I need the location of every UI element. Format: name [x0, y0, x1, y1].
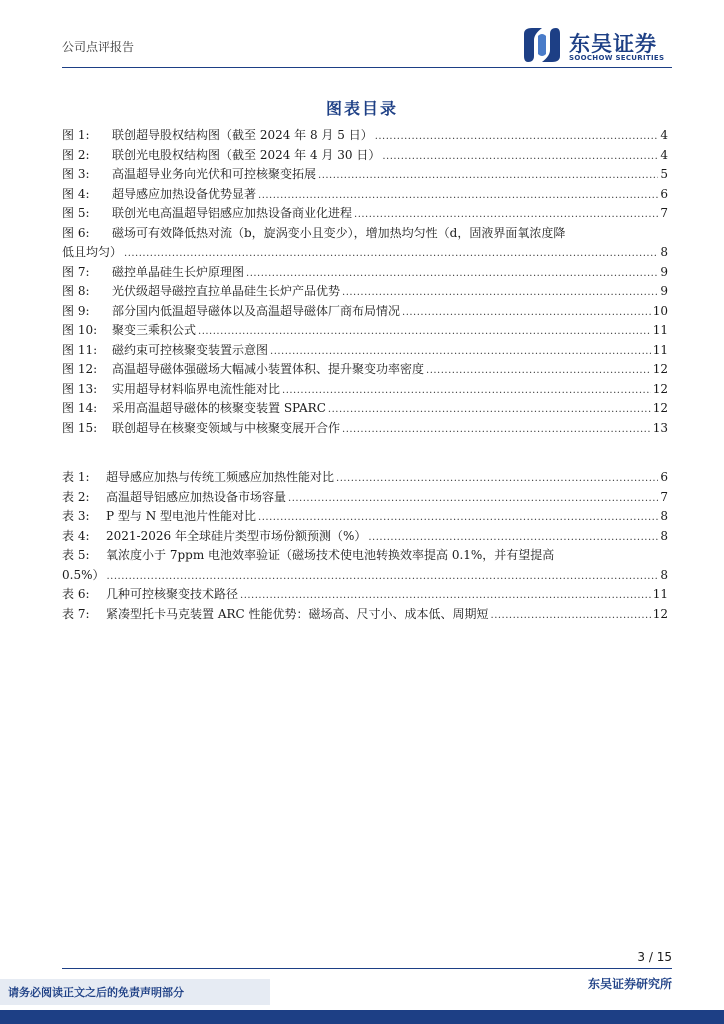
toc-entry-label: 图 11:	[62, 342, 98, 357]
toc-entry[interactable]	[62, 126, 668, 146]
toc-entry-page: 6	[660, 186, 668, 201]
toc-entry-label: 图 8:	[62, 284, 90, 298]
toc-entry[interactable]	[62, 302, 668, 322]
toc-entry[interactable]	[62, 507, 668, 527]
report-type-label: 公司点评报告	[62, 40, 135, 54]
toc-entry-label: 表 3:	[62, 509, 90, 523]
toc-entry-page: 13	[652, 420, 668, 435]
toc-entry-label: 图 14:	[62, 401, 98, 415]
toc-entry-title: 高温超导磁体强磁场大幅减小装置体积、提升聚变功率密度	[112, 362, 425, 376]
toc-entry-page: 12	[652, 381, 668, 396]
leader-dots	[375, 127, 659, 147]
toc-entry-title: 紧凑型托卡马克装置 ARC 性能优势：磁场高、尺寸小、成本低、周期短	[106, 606, 489, 621]
toc-entry[interactable]	[62, 263, 668, 283]
toc-entry-title: 超导感应加热与传统工频感应加热性能对比	[106, 470, 335, 484]
leader-dots	[258, 508, 658, 528]
toc-entry-label: 图 4:	[62, 186, 90, 201]
toc-entry-page: 12	[652, 606, 668, 621]
toc-entry-label: 图 2:	[62, 147, 90, 162]
toc-entry[interactable]	[62, 204, 668, 224]
toc-entry-title: 实用超导材料临界电流性能对比	[112, 381, 281, 396]
toc-entry-label: 表 4:	[62, 528, 90, 543]
toc-entry-label: 图 13:	[62, 381, 98, 396]
brand-name-cn: 东吴证券	[569, 32, 657, 56]
toc-entry-page: 12	[652, 401, 668, 415]
toc-entry-title-cont: 低且均匀）	[62, 245, 123, 259]
toc-entry-page: 8	[660, 567, 668, 582]
toc-entry-label: 表 1:	[62, 470, 90, 484]
brand-name-en: SOOCHOW SECURITIES	[569, 54, 665, 62]
toc-entry-label: 图 12:	[62, 362, 98, 376]
leader-dots	[426, 361, 651, 381]
leader-dots	[124, 244, 658, 264]
toc-entry-label: 图 15:	[62, 420, 98, 435]
leader-dots	[368, 528, 658, 548]
toc-entry-label: 图 5:	[62, 206, 90, 220]
toc-entry-title: 联创光电高温超导铝感应加热设备商业化进程	[112, 206, 353, 220]
toc-entry[interactable]	[62, 321, 668, 341]
toc-entry-label: 图 3:	[62, 167, 90, 181]
toc-entry-page: 4	[660, 128, 668, 142]
brand-logo	[520, 26, 680, 66]
toc-entry[interactable]	[62, 224, 668, 263]
leader-dots	[198, 322, 651, 342]
toc-entry-title: 采用高温超导磁体的核聚变装置 SPARC	[112, 401, 326, 415]
leader-dots	[288, 489, 658, 509]
toc-entry-page: 12	[652, 362, 668, 376]
toc-entry-title: 磁场可有效降低热对流（b，旋涡变小且变少），增加热均匀性（d，固液界面氧浓度降	[112, 225, 566, 240]
header-divider	[62, 67, 672, 68]
toc-entry-title: 2021-2026 年全球硅片类型市场份额预测（%）	[106, 528, 367, 543]
toc-entry-title: 联创光电股权结构图（截至 2024 年 4 月 30 日）	[112, 147, 381, 162]
toc-entry-page: 11	[652, 587, 668, 601]
toc-entry-title: 高温超导业务向光伏和可控核聚变拓展	[112, 167, 317, 181]
leader-dots	[402, 303, 651, 323]
leader-dots	[258, 186, 658, 206]
bottom-brand-bar	[0, 1010, 724, 1024]
toc-entry-page: 8	[660, 245, 668, 259]
table-list	[62, 468, 668, 624]
figure-list	[62, 126, 668, 438]
disclaimer-text: 请务必阅读正文之后的免责声明部分	[8, 986, 184, 999]
toc-entry[interactable]	[62, 185, 668, 205]
toc-entry[interactable]	[62, 282, 668, 302]
toc-entry-title: 超导感应加热设备优势显著	[112, 186, 257, 201]
toc-entry-page: 11	[652, 323, 668, 337]
toc-entry-page: 7	[660, 206, 668, 220]
leader-dots	[240, 586, 651, 606]
toc-entry-page: 11	[652, 342, 668, 357]
soochow-logo-icon	[520, 26, 564, 64]
toc-entry-label: 图 6:	[62, 225, 90, 240]
toc-entry-title: 光伏级超导磁控直拉单晶硅生长炉产品优势	[112, 284, 341, 298]
toc-entry-title: 部分国内低温超导磁体以及高温超导磁体厂商布局情况	[112, 303, 401, 318]
leader-dots	[270, 342, 651, 362]
toc-entry[interactable]	[62, 605, 668, 625]
leader-dots	[491, 606, 651, 626]
toc-entry-title: 磁约束可控核聚变装置示意图	[112, 342, 269, 357]
leader-dots	[107, 567, 659, 587]
toc-entry-page: 5	[660, 167, 668, 181]
toc-entry[interactable]	[62, 380, 668, 400]
toc-entry-page: 9	[660, 284, 668, 298]
toc-entry[interactable]	[62, 527, 668, 547]
toc-entry[interactable]	[62, 488, 668, 508]
toc-entry-title: 几种可控核聚变技术路径	[106, 587, 239, 601]
leader-dots	[342, 420, 651, 440]
toc-entry-title: 联创超导在核聚变领域与中核聚变展开合作	[112, 420, 341, 435]
toc-entry-title-cont: 0.5%）	[62, 567, 105, 582]
toc-entry-title: 高温超导铝感应加热设备市场容量	[106, 489, 287, 504]
toc-entry[interactable]	[62, 546, 668, 585]
footer-institute: 东吴证券研究所	[587, 977, 672, 991]
toc-entry-label: 图 9:	[62, 303, 90, 318]
toc-entry-page: 6	[660, 470, 668, 484]
toc-entry-page: 7	[660, 489, 668, 504]
toc-entry[interactable]	[62, 146, 668, 166]
toc-entry-title: 联创超导股权结构图（截至 2024 年 8 月 5 日）	[112, 128, 373, 142]
toc-entry[interactable]	[62, 399, 668, 419]
toc-entry-title: 氧浓度小于 7ppm 电池效率验证（磁场技术使电池转换效率提高 0.1%，并有望提高	[106, 548, 555, 562]
toc-entry-label: 表 6:	[62, 587, 90, 601]
leader-dots	[342, 283, 658, 303]
leader-dots	[354, 205, 658, 225]
toc-entry-label: 图 10:	[62, 323, 98, 337]
toc-entry-label: 表 7:	[62, 606, 90, 621]
leader-dots	[246, 264, 658, 284]
toc-title: 图表目录	[325, 99, 398, 118]
leader-dots	[336, 469, 658, 489]
leader-dots	[282, 381, 651, 401]
toc-entry-page: 8	[660, 528, 668, 543]
toc-entry-page: 4	[660, 147, 668, 162]
footer-divider	[62, 968, 672, 969]
toc-entry-label: 表 2:	[62, 489, 90, 504]
toc-entry-label: 图 1:	[62, 128, 90, 142]
toc-entry[interactable]	[62, 165, 668, 185]
disclaimer-banner	[0, 979, 270, 1005]
toc-entry-page: 10	[652, 303, 668, 318]
toc-entry-page: 8	[660, 509, 668, 523]
toc-entry-title: 磁控单晶硅生长炉原理图	[112, 264, 245, 279]
leader-dots	[318, 166, 658, 186]
toc-entry[interactable]	[62, 419, 668, 439]
toc-entry-title: 聚变三乘积公式	[112, 323, 197, 337]
toc-entry[interactable]	[62, 585, 668, 605]
toc-entry-label: 图 7:	[62, 264, 90, 279]
toc-entry-page: 9	[660, 264, 668, 279]
toc-entry[interactable]	[62, 341, 668, 361]
leader-dots	[382, 147, 658, 167]
toc-entry[interactable]	[62, 360, 668, 380]
page-number: 3 / 15	[637, 950, 672, 964]
toc-entry-title: P 型与 N 型电池片性能对比	[106, 509, 257, 523]
toc-entry-label: 表 5:	[62, 548, 90, 562]
toc-entry[interactable]	[62, 468, 668, 488]
leader-dots	[328, 400, 651, 420]
